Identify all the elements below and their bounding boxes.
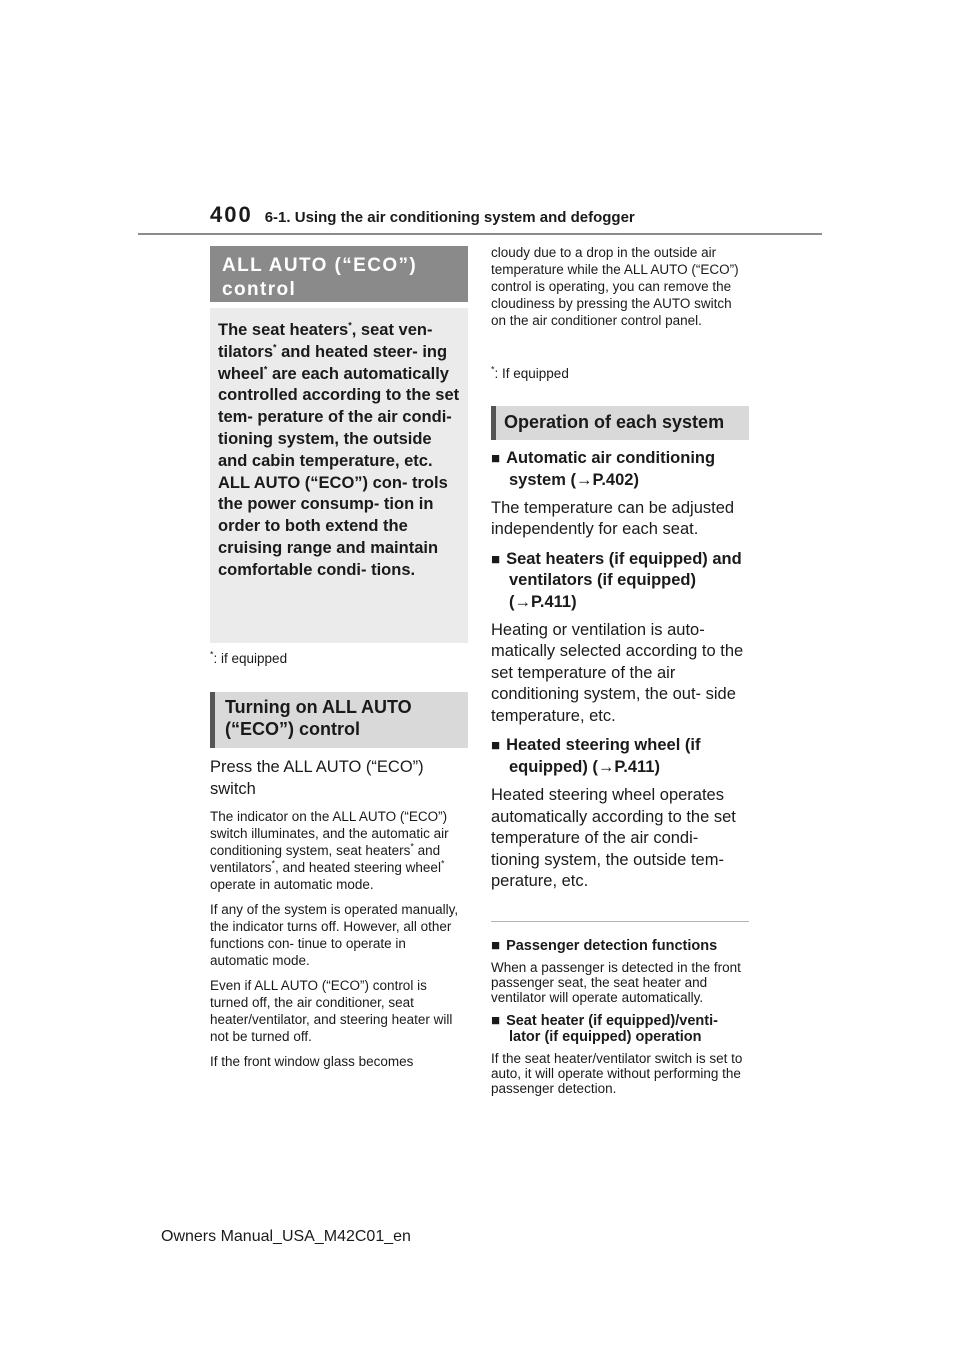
- item-ac-body: The temperature can be adjusted independently for each seat.: [491, 498, 735, 539]
- page-number: 400: [210, 202, 253, 227]
- arrow-icon: →: [514, 593, 531, 612]
- footer-text: Owners Manual_USA_M42C01_en: [161, 1228, 411, 1245]
- page-header: [210, 202, 635, 232]
- footnote-right: *: If equipped: [491, 364, 569, 381]
- note-seat-body: If the seat heater/ventilator switch is set to auto, it will operate without performing the passenger detection.: [491, 1051, 743, 1096]
- note-passenger-heading: ■ Passenger detection functions: [491, 937, 718, 954]
- press-instruction: Press the ALL AUTO (“ECO”) switch: [210, 758, 424, 798]
- item-seat-body: Heating or ventilation is auto- matically selected according to the set temperature of the air conditioning system, the out- side temperature, etc.: [491, 620, 744, 725]
- turned-off-paragraph: Even if ALL AUTO (“ECO”) control is turned off, the air conditioner, seat heater/ventilator, and steering heater will not be turned off.: [210, 978, 453, 1044]
- continued-paragraph: cloudy due to a drop in the outside air temperature while the ALL AUTO (“ECO”) control is operating, you can remove the cloudiness by pressing the AUTO switch on the air conditioner control panel.: [491, 245, 739, 328]
- item-steering-body: Heated steering wheel operates automatically according to the set temperature of the air condi- tioning system, the outside tem- perature, etc.: [491, 786, 736, 891]
- summary-box: [210, 308, 468, 643]
- note-seat-heading: ■ Seat heater (if equipped)/venti- lator (if equipped) operation: [491, 1012, 718, 1045]
- turning-on-heading: Turning on ALL AUTO (“ECO”) control: [210, 692, 468, 748]
- item-seat-heading: ■ Seat heaters (if equipped) and ventilators (if equipped) (→P.411): [491, 549, 742, 612]
- banner-line-1: ALL AUTO (“ECO”): [222, 255, 418, 276]
- summary-text: The seat heaters*, seat ven- tilators* and heated steer- ing wheel* are each automatically controlled according to the set tem- perature of the air condi- tioning system, the outside and cabin temperature, etc. ALL AUTO (“ECO”) con- trols the power consump- tion in order to both extend the cruising range and maintain comfortable condi- tions.: [218, 320, 460, 579]
- page-ref-link[interactable]: P.402): [592, 470, 639, 489]
- left-paragraphs: [210, 808, 466, 1070]
- notes-section: [491, 938, 749, 1096]
- page-ref-link[interactable]: P.411): [531, 593, 577, 612]
- header-rule: [138, 233, 822, 235]
- arrow-icon: →: [597, 758, 615, 777]
- item-ac-heading: ■ Automatic air conditioning system (→P.402): [491, 449, 716, 489]
- section-banner: [210, 246, 468, 302]
- manual-operation-paragraph: If any of the system is operated manually, the indicator turns off. However, all other functions con- tinue to operate in automatic mode.: [210, 902, 459, 968]
- indicator-paragraph: The indicator on the ALL AUTO (“ECO”) switch illuminates, and the automatic air conditioning system, seat heaters* and ventilators*, and heated steering wheel* operate in automatic mode.: [210, 809, 449, 892]
- window-glass-paragraph: If the front window glass becomes: [210, 1054, 414, 1069]
- page-ref-link[interactable]: P.411): [614, 758, 660, 777]
- banner-line-2: control: [222, 279, 297, 300]
- note-passenger-body: When a passenger is detected in the front passenger seat, the seat heater and ventilator will operate automatically.: [491, 960, 741, 1005]
- notes-divider: [491, 921, 749, 922]
- operation-heading: Operation of each system: [491, 406, 749, 440]
- operation-items: [491, 448, 749, 893]
- footnote-left: *: if equipped: [210, 649, 288, 666]
- arrow-icon: →: [575, 470, 593, 489]
- section-title: 6-1. Using the air conditioning system and defogger: [264, 209, 635, 226]
- item-steering-heading: ■ Heated steering wheel (if equipped) (→P.411): [491, 736, 701, 777]
